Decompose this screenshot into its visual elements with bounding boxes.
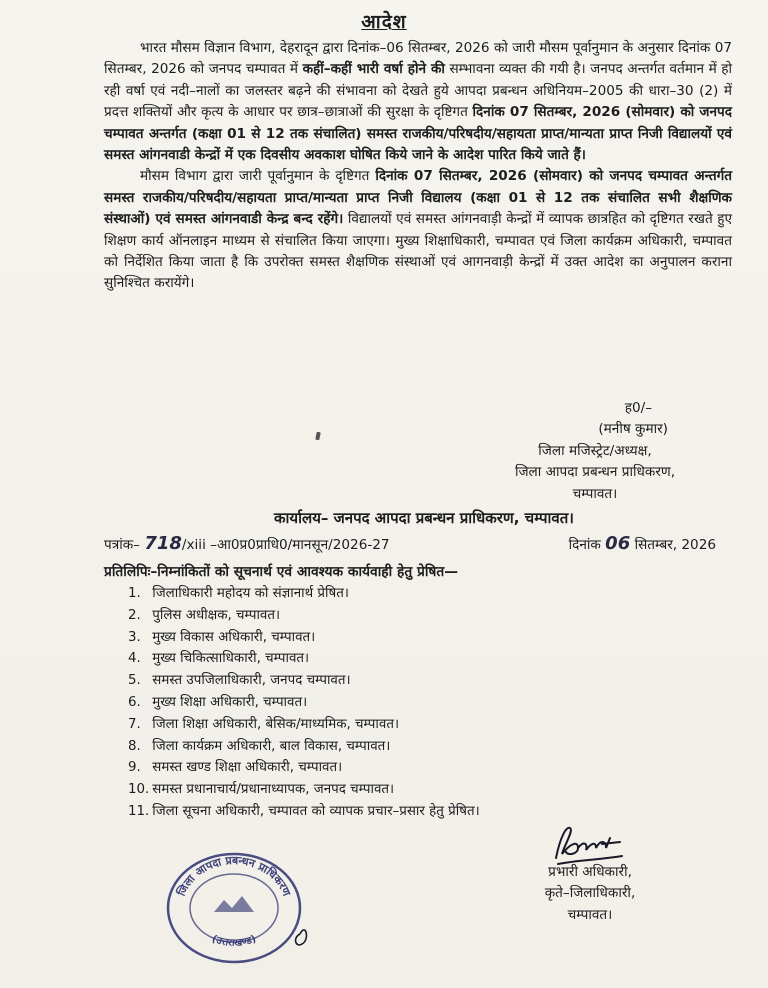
list-item (128, 648, 688, 670)
list-item-number: 9. (128, 760, 141, 776)
paragraph-2-bold: दिनांक 07 सितम्बर, 2026 (सोमवार) को जनपद चम्पावत अन्तर्गत समस्त राजकीय/परिषदीय/सहायता प्राप्त/मान्यता प्राप्त निजी विद्यालय (कक्षा 01 से 12 तक संचालित सभी शैक्षणिक संस्थाओं) एवं समस्त आंगनवाडी केन्द्र बन्द रहेंगे। (104, 168, 732, 228)
stamp-bottom-text: (उत्तराखण्ड) (210, 933, 258, 949)
paragraph-2 (104, 166, 732, 294)
list-item-number: 10. (128, 782, 150, 798)
svg-text:जिला आपदा प्रबन्धन प्राधिकरण (173, 854, 293, 899)
paragraph-1-bold-b: दिनांक 07 सितम्बर, 2026 (सोमवार) को जनपद चम्पावत अन्तर्गत (कक्षा 01 से 12 तक संचालित) समस्त राजकीय/परिषदीय/सहायता प्राप्त/मान्यता प्राप्त निजी विद्यालयों एवं समस्त आंगनवाडी केन्द्रों में एक दिवसीय अवकाश घोषित किये जाने के आदेश पारित किये जाते हैं। (104, 104, 732, 164)
list-item-number: 6. (128, 694, 141, 710)
officer-signature-block (510, 862, 670, 926)
list-item-number: 11. (128, 803, 150, 819)
officer-on-behalf: कृते–जिलाधिकारी, (544, 885, 636, 902)
list-item-text: मुख्य चिकित्साधिकारी, चम्पावत। (152, 651, 310, 667)
signatory-name: (मनीष कुमार) (598, 421, 668, 438)
magistrate-signature-block (470, 398, 720, 505)
paragraph-2-text-a: मौसम विभाग द्वारा जारी पूर्वानुमान के दृष्टिगत (140, 168, 376, 185)
signed-marker: ह0/– (624, 400, 652, 416)
stamp-top-text: जिला आपदा प्रबन्धन प्राधिकरण (174, 853, 294, 899)
list-item-text: मुख्य शिक्षा अधिकारी, चम्पावत। (152, 694, 308, 710)
recipient-list (128, 583, 688, 823)
list-item-text: जिला कार्यक्रम अधिकारी, बाल विकास, चम्पावत। (152, 738, 391, 754)
list-item-number: 3. (128, 629, 141, 645)
date-label: दिनांक (568, 537, 601, 553)
letter-number-rest: /xiii –आ0प्र0प्राधि0/मानसून/2026-27 (181, 537, 390, 553)
list-item (128, 692, 688, 714)
list-item-number: 1. (128, 586, 141, 601)
list-item-number: 7. (128, 716, 141, 732)
order-body (104, 38, 732, 295)
list-item (128, 736, 688, 758)
list-item-number: 4. (128, 651, 141, 667)
list-item (128, 605, 688, 627)
list-item (128, 583, 688, 605)
reference-line (104, 533, 716, 554)
paragraph-1-text-a: भारत मौसम विज्ञान विभाग, देहरादून द्वारा दिनांक–06 सितम्बर, 2026 को जारी मौसम पूर्वानुमान के अनुसार दिनांक 07 सितम्बर, 2026 को जनपद चम्पावत में (104, 40, 732, 78)
copy-to-heading: प्रतिलिपिः–निम्नांकितों को सूचनार्थ एवं आवश्यक कार्यवाही हेतु प्रेषित— (104, 564, 459, 580)
list-item-number: 5. (128, 673, 141, 689)
list-item-text: समस्त प्रधानाचार्य/प्रधानाध्यापक, जनपद चम्पावत। (152, 782, 395, 798)
official-seal-stamp (160, 848, 308, 966)
paragraph-1 (104, 38, 732, 166)
paragraph-2-text-b: विद्यालयों एवं समस्त आंगनवाड़ी केन्द्रों में व्यापक छात्रहित को दृष्टिगत रखते हुए शिक्षण कार्य ऑनलाइन माध्यम से संचालित किया जाएगा। मुख्य शिक्षाधिकारी, चम्पावत एवं जिला कार्यक्रम अधिकारी, चम्पावत को निर्देशित किया जाता है कि उपरोक्त समस्त शैक्षणिक संस्थाओं एवं आगनवाड़ी केन्द्रों में उक्त आदेश का अनुपालन कराना सुनिश्चित करायेंगे। (104, 211, 733, 292)
list-item-number: 8. (128, 738, 141, 754)
paragraph-1-bold-a: कहीं–कहीं भारी वर्षा होने की (302, 61, 445, 78)
list-item-text: जिला सूचना अधिकारी, चम्पावत को व्यापक प्रचार–प्रसार हेतु प्रेषित। (152, 803, 480, 819)
letter-number (104, 533, 390, 554)
ink-mark (315, 432, 321, 441)
list-item-text: पुलिस अधीक्षक, चम्पावत। (152, 607, 281, 623)
list-item-text: जिलाधिकारी महोदय को संज्ञानार्थ प्रेषित। (152, 586, 349, 601)
letter-date (569, 533, 716, 554)
list-item-text: समस्त खण्ड शिक्षा अधिकारी, चम्पावत। (152, 760, 343, 776)
signatory-authority: जिला आपदा प्रबन्धन प्राधिकरण, (514, 464, 676, 481)
office-heading: कार्यालय– जनपद आपदा प्रबन्धन प्राधिकरण, चम्पावत। (274, 509, 574, 527)
letter-number-label: पत्रांक– (104, 537, 140, 553)
date-rest: सितम्बर, 2026 (634, 537, 716, 553)
officer-designation: प्रभारी अधिकारी, (548, 864, 632, 880)
list-item (128, 757, 688, 779)
list-item-text: मुख्य विकास अधिकारी, चम्पावत। (152, 629, 316, 645)
list-item (128, 779, 688, 801)
document-title: आदेश (361, 11, 407, 33)
list-item-text: जिला शिक्षा अधिकारी, बेसिक/माध्यमिक, चम्पावत। (152, 716, 400, 732)
signatory-designation: जिला मजिस्ट्रेट/अध्यक्ष, (538, 442, 652, 459)
list-item (128, 670, 688, 692)
list-item-text: समस्त उपजिलाधिकारी, जनपद चम्पावत। (152, 673, 351, 689)
list-item-number: 2. (128, 607, 141, 623)
svg-text:(उत्तराखण्ड) (210, 934, 258, 949)
list-item (128, 627, 688, 649)
officer-place: चम्पावत। (567, 906, 613, 923)
letter-number-handwritten: 718 (144, 533, 182, 554)
signatory-place: चम्पावत। (572, 485, 618, 502)
date-day-handwritten: 06 (605, 533, 631, 554)
list-item (128, 714, 688, 736)
paragraph-1-text-b: सम्भावना व्यक्त की गयी है। जनपद अन्तर्गत वर्तमान में हो रही वर्षा एवं नदी–नालों का जलस्तर बढ़ने की संभावना को देखते हुये आपदा प्रबन्धन अधिनियम–2005 की धारा–30 (2) में प्रदत्त शक्तियों और कृत्य के आधार पर छात्र–छात्राओं की सुरक्षा के दृष्टिगत (104, 61, 733, 121)
